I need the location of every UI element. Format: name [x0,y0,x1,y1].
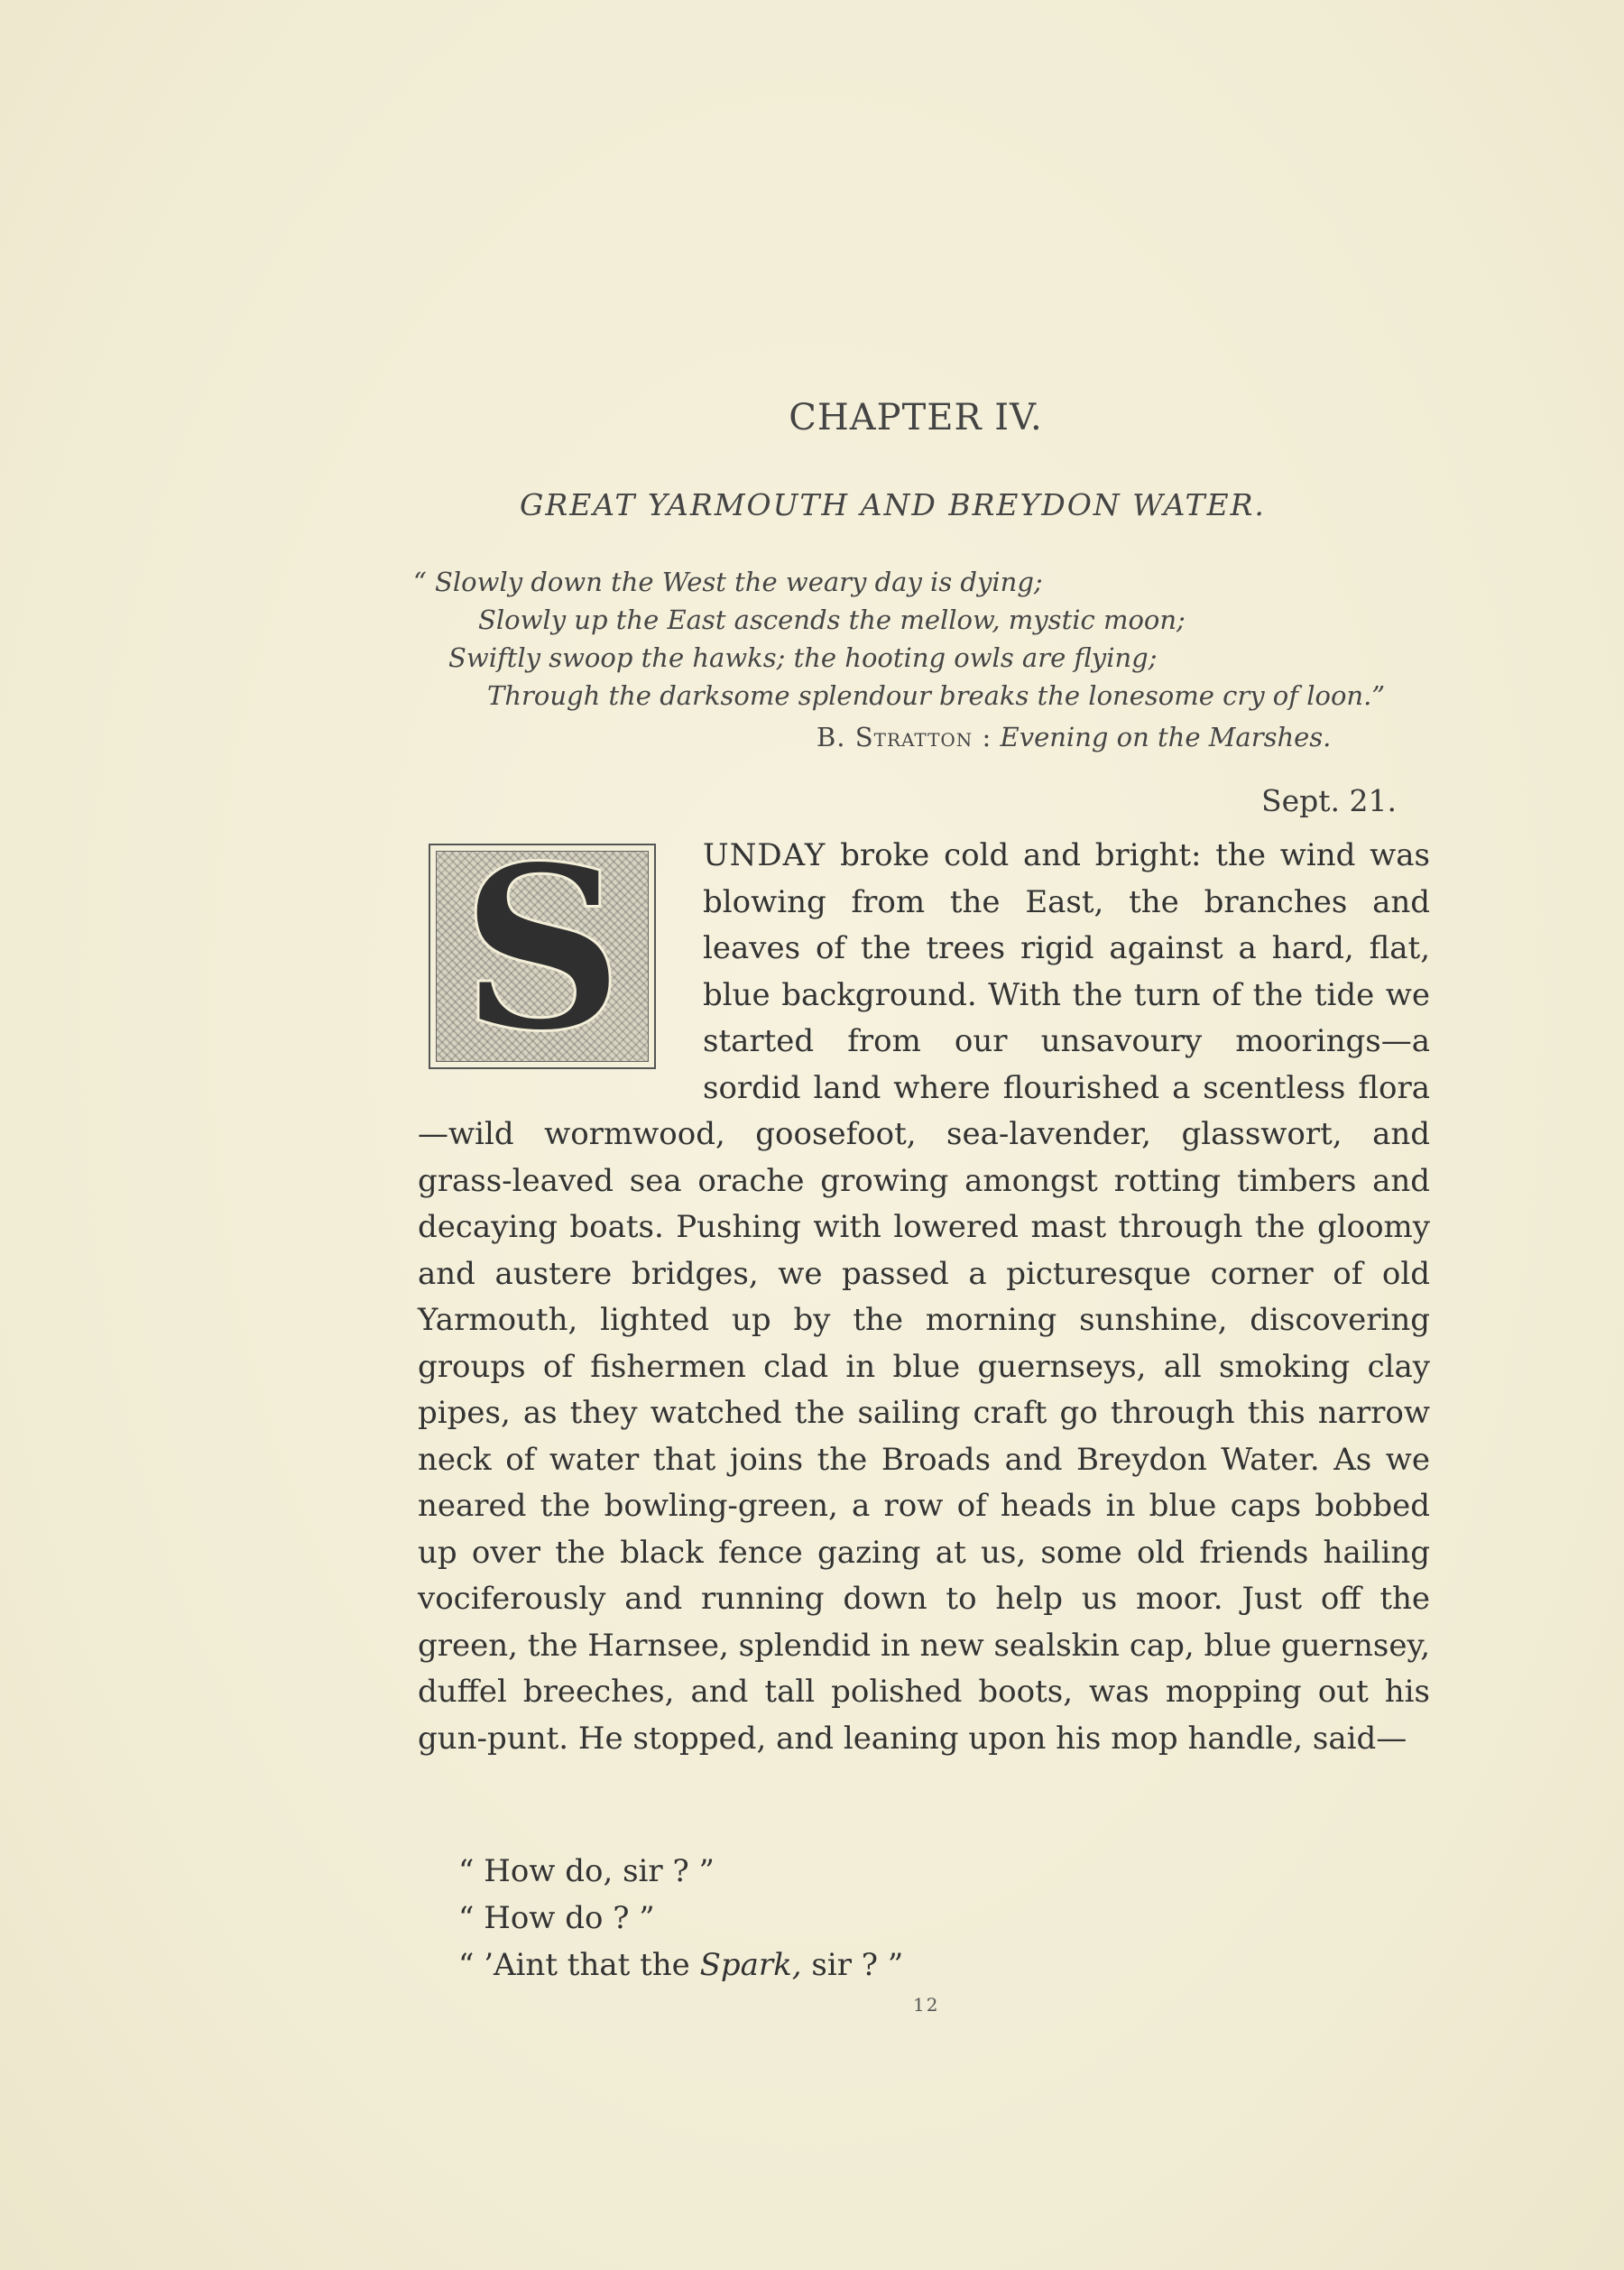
boat-name: Spark, [699,1947,802,1983]
epigraph-line: Swiftly swoop the hawks; the hooting owls are flying; [448,642,1158,673]
paragraph-text: broke cold and bright: the wind was blowing from the East, the branches and leaves of the trees rigid against a hard, flat, blue background. With the turn of the tide we started from our unsavoury moorings—a sordid land where flourished a scentless flora—wild wormwood, goosefoot, sea-lavender, glasswort, and grass-leaved sea orache growing amongst rotting timbers and decaying boats. Pushing with lowered mast through the gloomy and austere bridges, we passed a picturesque corner of old Yarmouth, lighted up by the morning sunshine, discovering groups of fishermen clad in blue guernseys, all smoking clay pipes, as they watched the sailing craft go through this narrow neck of water that joins the Broads and Breydon Water. As we neared the bowling-green, a row of heads in blue caps bobbed up over the black fence gazing at us, some old friends hailing vociferously and running down to help us moor. Just off the green, the Harnsee, splendid in new sealskin cap, blue guernsey, duffel breeches, and tall polished boots, was mopping out his gun-punt. He stopped, and leaning upon his mop handle, said— [418,837,1430,1757]
drop-cap-letter: S [460,851,624,1062]
epigraph-line: Through the darksome splendour breaks the lonesome cry of loon.” [487,680,1386,711]
dialogue-line: “ How do ? ” [458,1900,655,1936]
epigraph-attribution [817,722,1331,752]
entry-date: Sept. 21. [1261,783,1397,818]
epigraph-line: “ Slowly down the West the weary day is dying; [413,567,1043,597]
first-word-rest: UNDAY [703,837,826,873]
body-paragraph [418,833,1430,1762]
dialogue-text: sir ? ” [801,1947,904,1983]
page-number: 12 [913,1994,940,2016]
drop-cap-spacer [418,833,703,1099]
dialogue-text: “ ’Aint that the [458,1947,700,1983]
epigraph-line: Slowly up the East ascends the mellow, mystic moon; [478,604,1186,635]
dialogue-line [458,1947,903,1983]
epigraph-author: B. Stratton : [817,722,992,752]
epigraph-work: Evening on the Marshes. [1000,722,1332,752]
dialogue-line: “ How do, sir ? ” [458,1853,715,1889]
chapter-title: CHAPTER IV. [789,397,1043,438]
chapter-subtitle: GREAT YARMOUTH AND BREYDON WATER. [520,487,1266,522]
